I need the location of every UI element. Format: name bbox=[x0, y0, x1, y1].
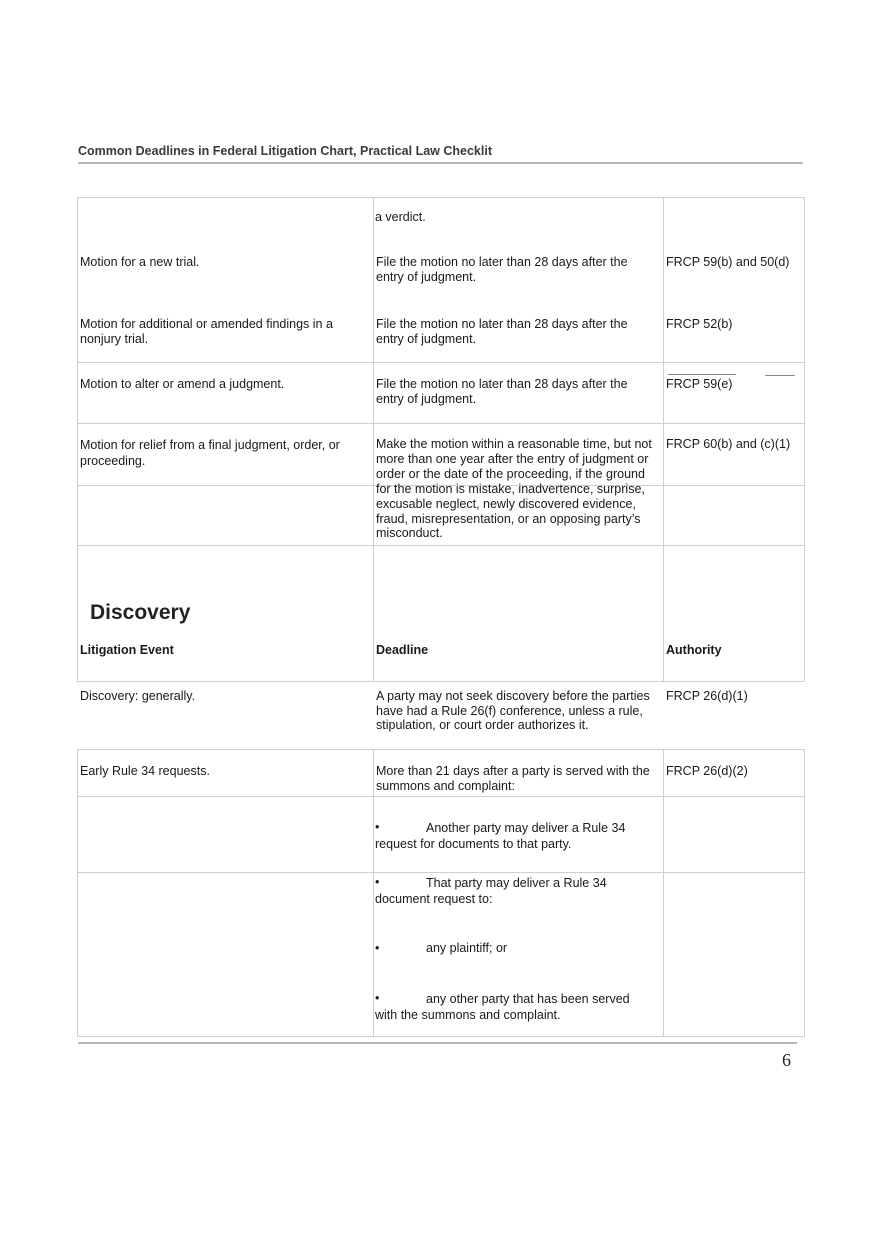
header-rule bbox=[78, 162, 803, 164]
table-cell-deadline: File the motion no later than 28 days after the entry of judgment. bbox=[376, 255, 628, 284]
table-cell-authority: FRCP 59(b) and 50(d) bbox=[666, 255, 790, 269]
bullet-item: That party may deliver a Rule 34 document request to: bbox=[375, 876, 607, 906]
column-divider bbox=[663, 545, 664, 682]
row-divider bbox=[77, 362, 805, 363]
table-cell-event: Motion for a new trial. bbox=[80, 255, 200, 269]
column-header-event: Litigation Event bbox=[80, 643, 174, 657]
bullet-glyph: • bbox=[375, 991, 380, 1005]
table-cell-deadline: A party may not seek discovery before the parties have had a Rule 26(f) conference, unless a rule, stipulation, or court order authorizes it. bbox=[376, 689, 650, 732]
table-cell-authority: FRCP 60(b) and (c)(1) bbox=[666, 437, 791, 451]
table-cell-event: Motion to alter or amend a judgment. bbox=[80, 377, 285, 391]
table-cell-authority: FRCP 26(d)(2) bbox=[666, 764, 748, 778]
column-divider bbox=[373, 545, 374, 682]
table-cell-deadline: File the motion no later than 28 days after the entry of judgment. bbox=[376, 377, 628, 406]
table-cell-event: Discovery: generally. bbox=[80, 689, 196, 703]
bullet-item: any other party that has been served with the summons and complaint. bbox=[375, 992, 630, 1022]
column-divider bbox=[663, 197, 664, 546]
bullet-item: Another party may deliver a Rule 34 request for documents to that party. bbox=[375, 821, 626, 851]
table-cell-authority: FRCP 26(d)(1) bbox=[666, 689, 748, 703]
column-divider bbox=[373, 197, 374, 546]
table-cell-event: Early Rule 34 requests. bbox=[80, 764, 210, 778]
table-cell-deadline: More than 21 days after a party is served with the summons and complaint: bbox=[376, 764, 650, 793]
table-cell-authority: FRCP 52(b) bbox=[666, 317, 733, 331]
footer-rule bbox=[78, 1042, 797, 1044]
page-number: 6 bbox=[782, 1050, 791, 1070]
bullet-item: any plaintiff; or bbox=[426, 941, 508, 955]
table-cell-deadline: Make the motion within a reasonable time, but not more than one year after the entry of judgment or order or the date of the proceeding, if the ground for the motion is mistake, inadvertence, surprise, excusable neglect, newly discovered evidence, fraud, misrepresentation, or an opposing party’s misconduct. bbox=[376, 437, 652, 541]
column-divider bbox=[663, 749, 664, 1037]
table-cell-event: Motion for relief from a final judgment, order, or proceeding. bbox=[80, 438, 340, 468]
decorative-rule bbox=[765, 375, 795, 376]
bullet-glyph: • bbox=[375, 875, 380, 889]
decorative-rule bbox=[668, 374, 736, 375]
column-divider bbox=[373, 749, 374, 1037]
bullet-glyph: • bbox=[375, 941, 380, 955]
column-header-authority: Authority bbox=[666, 643, 722, 657]
table-cell-event: Motion for additional or amended findings in a nonjury trial. bbox=[80, 317, 333, 346]
table-cell-deadline: File the motion no later than 28 days after the entry of judgment. bbox=[376, 317, 628, 346]
table-cell-deadline: a verdict. bbox=[375, 210, 426, 224]
row-divider bbox=[77, 796, 805, 797]
section-heading-discovery: Discovery bbox=[90, 601, 191, 624]
running-header: Common Deadlines in Federal Litigation Chart, Practical Law Checklit bbox=[78, 144, 492, 158]
bullet-glyph: • bbox=[375, 820, 380, 834]
table-cell-authority: FRCP 59(e) bbox=[666, 377, 733, 391]
column-header-deadline: Deadline bbox=[376, 643, 429, 657]
row-divider bbox=[77, 872, 805, 873]
row-divider bbox=[77, 423, 805, 424]
